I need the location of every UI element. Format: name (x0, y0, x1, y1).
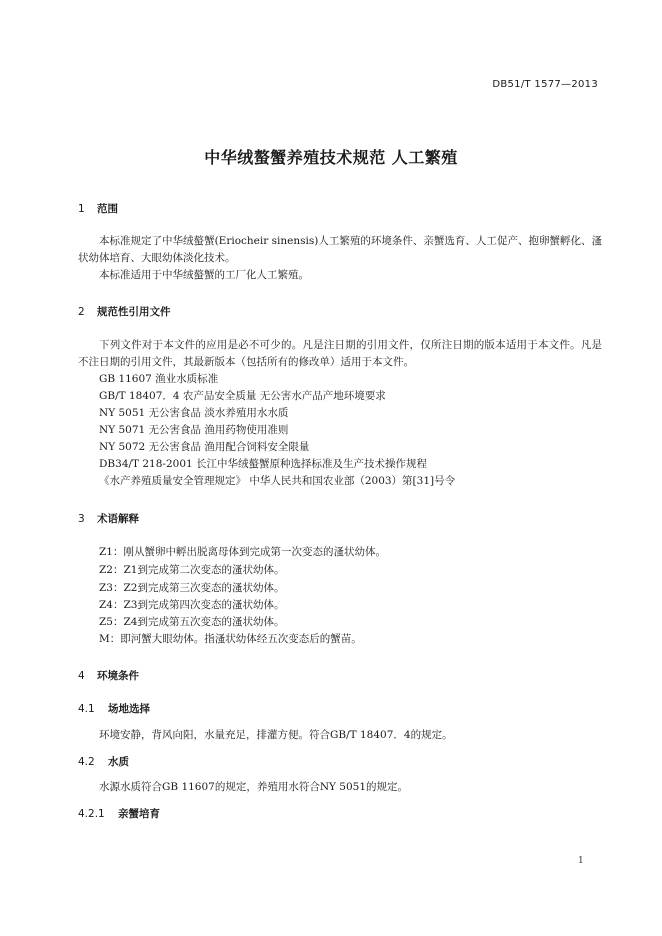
section-4-2-heading (78, 754, 129, 769)
reference-item: DB34/T 218-2001 长江中华绒螯蟹原种选择标准及生产技术操作规程 (99, 458, 428, 470)
reference-item: GB/T 18407．4 农产品安全质量 无公害水产品产地环境要求 (99, 390, 386, 402)
term-item: Z4：Z3到完成第四次变态的溞状幼体。 (99, 599, 285, 611)
section-3-title: 术语解释 (97, 513, 139, 525)
section-4-2-number: 4.2 (78, 756, 95, 768)
section-3-number: 3 (78, 513, 85, 525)
section-2-number: 2 (78, 306, 85, 318)
section-4-2-paragraph-1: 水源水质符合GB 11607的规定，养殖用水符合NY 5051的规定。 (99, 781, 409, 793)
section-4-2-title: 水质 (108, 756, 129, 768)
term-item: Z1：刚从蟹卵中孵出脱离母体到完成第一次变态的溞状幼体。 (99, 546, 386, 558)
reference-item: NY 5072 无公害食品 渔用配合饲料安全限量 (99, 441, 310, 453)
reference-item: NY 5071 无公害食品 渔用药物使用准则 (99, 424, 289, 436)
section-1-title: 范围 (97, 203, 118, 215)
section-4-1-title: 场地选择 (108, 703, 150, 715)
section-3-heading (78, 511, 139, 526)
section-4-heading (78, 668, 139, 683)
section-4-1-paragraph-1: 环境安静，背风向阳，水量充足，排灌方便。符合GB/T 18407．4的规定。 (99, 729, 453, 741)
section-4-number: 4 (78, 670, 85, 682)
section-4-2-1-number: 4.2.1 (78, 808, 105, 820)
term-item: Z5：Z4到完成第五次变态的溞状幼体。 (99, 616, 285, 628)
reference-item: GB 11607 渔业水质标准 (99, 373, 219, 385)
section-2-title: 规范性引用文件 (97, 306, 171, 318)
page-number: 1 (578, 856, 584, 866)
term-item: M：即河蟹大眼幼体。指溞状幼体经五次变态后的蟹苗。 (99, 633, 362, 645)
section-1-heading (78, 201, 118, 216)
section-1-paragraph-2: 本标准适用于中华绒螯蟹的工厂化人工繁殖。 (99, 269, 309, 281)
section-2-heading (78, 304, 171, 319)
section-2-paragraph-1: 下列文件对于本文件的应用是必不可少的。凡是注日期的引用文件，仅所注日期的版本适用于本文件。凡是不注日期的引用文件，其最新版本（包括所有的修改单）适用于本文件。 (78, 339, 602, 368)
section-4-2-1-heading (78, 806, 160, 821)
document-title: 中华绒螯蟹养殖技术规范 人工繁殖 (204, 148, 458, 167)
section-4-2-1-title: 亲蟹培育 (118, 808, 160, 820)
section-1-number: 1 (78, 203, 85, 215)
document-code: DB51/T 1577—2013 (492, 79, 598, 90)
term-item: Z2：Z1到完成第二次变态的溞状幼体。 (99, 564, 285, 576)
reference-item: NY 5051 无公害食品 淡水养殖用水水质 (99, 407, 289, 419)
section-4-title: 环境条件 (97, 670, 139, 682)
section-4-1-heading (78, 701, 150, 716)
reference-item: 《水产养殖质量安全管理规定》 中华人民共和国农业部（2003）第[31]号令 (99, 475, 456, 487)
term-item: Z3：Z2到完成第三次变态的溞状幼体。 (99, 582, 285, 594)
section-1-paragraph-1: 本标准规定了中华绒螯蟹(Eriocheir sinensis)人工繁殖的环境条件、亲蟹选育、人工促产、抱卵蟹孵化、溞状幼体培育、大眼幼体淡化技术。 (78, 235, 602, 264)
section-4-1-number: 4.1 (78, 703, 95, 715)
